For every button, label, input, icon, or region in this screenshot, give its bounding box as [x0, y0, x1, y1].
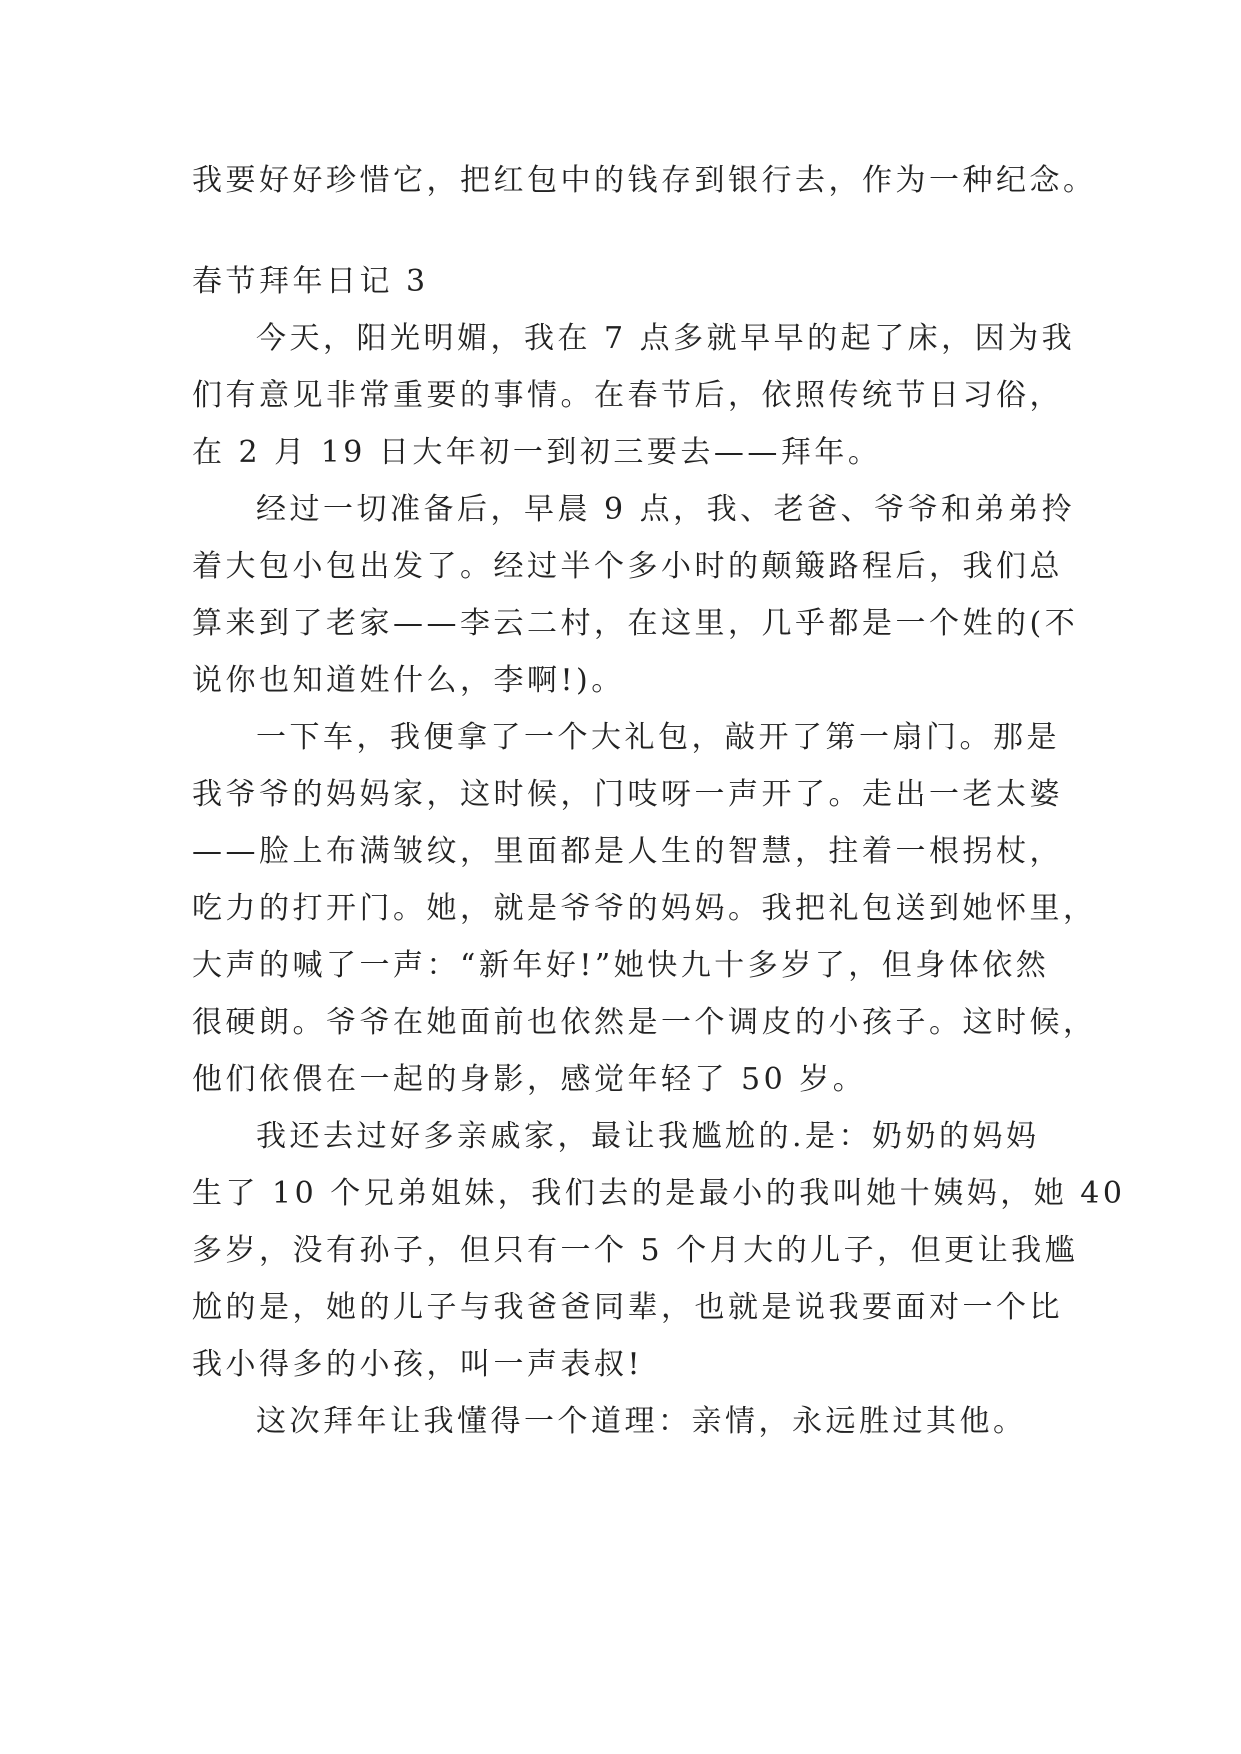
paragraph-2-line-4: 说你也知道姓什么，李啊!)。	[192, 663, 625, 698]
paragraph-4-line-2: 生了 10 个兄弟姐妹，我们去的是最小的我叫她十姨妈，她 40	[192, 1176, 1126, 1211]
paragraph-3-line-7: 他们依偎在一起的身影，感觉年轻了 50 岁。	[192, 1062, 867, 1097]
document-body	[192, 152, 1126, 1450]
section-title: 春节拜年日记 3	[192, 264, 429, 299]
paragraph-3-line-2: 我爷爷的妈妈家，这时候，门吱呀一声开了。走出一老太婆	[192, 777, 1063, 812]
paragraph-5-line-1: 这次拜年让我懂得一个道理：亲情，永远胜过其他。	[256, 1404, 1027, 1439]
paragraph-2-line-1: 经过一切准备后，早晨 9 点，我、老爸、爷爷和弟弟拎	[256, 492, 1076, 527]
paragraph-3-line-1: 一下车，我便拿了一个大礼包，敲开了第一扇门。那是	[256, 720, 1060, 755]
intro-line: 我要好好珍惜它，把红包中的钱存到银行去，作为一种纪念。	[192, 163, 1097, 198]
paragraph-1-line-1: 今天，阳光明媚，我在 7 点多就早早的起了床，因为我	[256, 321, 1076, 356]
paragraph-3-line-3: ——脸上布满皱纹，里面都是人生的智慧，拄着一根拐杖，	[192, 834, 1063, 869]
paragraph-4-line-4: 尬的是，她的儿子与我爸爸同辈，也就是说我要面对一个比	[192, 1290, 1063, 1325]
paragraph-2-line-3: 算来到了老家——李云二村，在这里，几乎都是一个姓的(不	[192, 606, 1079, 641]
paragraph-4-line-5: 我小得多的小孩，叫一声表叔!	[192, 1347, 644, 1382]
paragraph-3-line-6: 很硬朗。爷爷在她面前也依然是一个调皮的小孩子。这时候，	[192, 1005, 1097, 1040]
paragraph-3-line-5: 大声的喊了一声：“新年好!”她快九十多岁了，但身体依然	[192, 948, 1050, 983]
paragraph-1-line-2: 们有意见非常重要的事情。在春节后，依照传统节日习俗，	[192, 378, 1063, 413]
paragraph-3-line-4: 吃力的打开门。她，就是爷爷的妈妈。我把礼包送到她怀里，	[192, 891, 1097, 926]
paragraph-1-line-3: 在 2 月 19 日大年初一到初三要去——拜年。	[192, 435, 882, 470]
paragraph-4-line-1: 我还去过好多亲戚家，最让我尴尬的.是：奶奶的妈妈	[256, 1119, 1040, 1154]
paragraph-4-line-3: 多岁，没有孙子，但只有一个 5 个月大的儿子，但更让我尴	[192, 1233, 1079, 1268]
paragraph-2-line-2: 着大包小包出发了。经过半个多小时的颠簸路程后，我们总	[192, 549, 1063, 584]
